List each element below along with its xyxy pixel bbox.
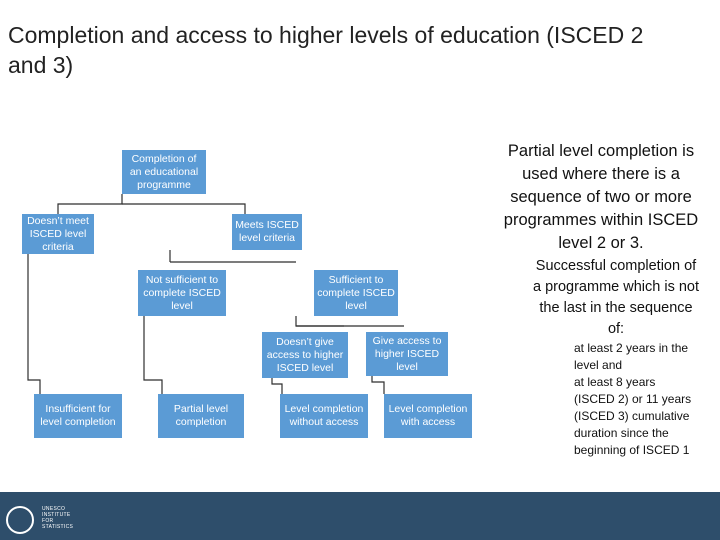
logo-line: FOR — [42, 518, 54, 524]
uis-logo-icon — [6, 506, 34, 534]
condition-line: duration since the — [574, 426, 669, 440]
slide-title: Completion and access to higher levels of education (ISCED 2 and 3) — [8, 22, 644, 78]
connector-root-doesnt-meet — [58, 194, 122, 214]
node-sufficient: Sufficient to complete ISCED level — [314, 270, 398, 316]
uis-logo-text — [42, 506, 73, 530]
node-without-access: Level completion without access — [280, 394, 368, 438]
condition-line: at least 8 years — [574, 375, 656, 389]
condition-line: level and — [574, 358, 623, 372]
logo-line: UNESCO — [42, 506, 66, 512]
node-doesnt-meet: Doesn’t meet ISCED level criteria — [22, 214, 94, 254]
node-gives: Give access to higher ISCED level — [366, 332, 448, 376]
connector-root-meets — [122, 204, 245, 214]
logo-line: STATISTICS — [42, 524, 74, 530]
partial-completion-note: Partial level completion is used where there is a sequence of two or more programmes within ISCED level 2 or 3. — [503, 142, 699, 252]
node-with-access: Level completion with access — [384, 394, 472, 438]
node-partial: Partial level completion — [158, 394, 244, 438]
connector-sufficient-level4 — [296, 316, 344, 326]
node-insufficient: Insufficient for level completion — [34, 394, 122, 438]
duration-conditions — [574, 340, 714, 459]
node-meets: Meets ISCED level criteria — [232, 214, 302, 250]
connector-gives-with — [372, 376, 384, 394]
condition-line: (ISCED 3) cumulative — [574, 409, 690, 423]
condition-line: beginning of ISCED 1 — [574, 443, 690, 457]
connector-not-sufficient-partial — [144, 316, 162, 394]
connector-doesnt-give-without — [272, 378, 282, 394]
node-not-sufficient: Not sufficient to complete ISCED level — [138, 270, 226, 316]
condition-line: at least 2 years in the — [574, 341, 689, 355]
logo-line: INSTITUTE — [42, 512, 71, 518]
node-doesnt-give: Doesn’t give access to higher ISCED level — [262, 332, 348, 378]
node-root: Completion of an educational programme — [122, 150, 206, 194]
footer-bar — [0, 492, 720, 540]
condition-line: (ISCED 2) or 11 years — [574, 392, 692, 406]
connector-doesnt-meet-insufficient — [28, 254, 40, 394]
successful-completion-note: Successful completion of a programme which is not the last in the sequence of: — [532, 258, 699, 337]
